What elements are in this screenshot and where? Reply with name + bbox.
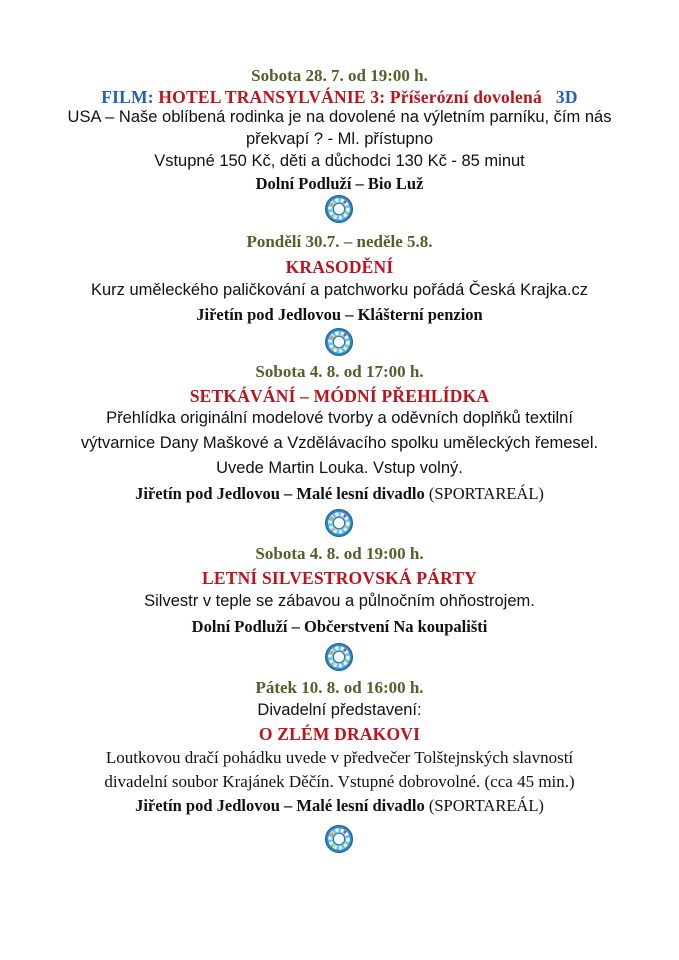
swim-ring-icon [324,824,354,854]
event-title: SETKÁVÁNÍ – MÓDNÍ PŘEHLÍDKA [189,386,490,406]
film-title: HOTEL TRANSYLVÁNIE 3: Příšerózní dovolená [158,87,542,107]
event-description-line: Loutkovou dračí pohádku uvede v předvečer Tolštejnských slavností [105,748,574,767]
event-date: Sobota 28. 7. od 19:00 h. [251,66,428,85]
event-date: Pátek 10. 8. od 16:00 h. [255,678,424,697]
event-place-name: Jiřetín pod Jedlovou – Malé lesní divadlo [135,796,425,815]
event-title: KRASODĚNÍ [285,257,394,277]
swim-ring-icon [324,327,354,357]
event-place-name: Jiřetín pod Jedlovou – Malé lesní divadlo [135,484,425,503]
event-place: Dolní Podluží – Bio Luž [255,174,424,193]
swim-ring-icon [324,508,354,538]
event-description-line: Kurz uměleckého paličkování a patchworku pořádá Česká Krajka.cz [90,281,589,299]
event-description-line: výtvarnice Dany Maškové a Vzdělávacího spolku uměleckých řemesel. [80,434,599,452]
event-description-line: Uvede Martin Louka. Vstup volný. [216,459,463,477]
event-date: Sobota 4. 8. od 19:00 h. [255,544,424,563]
event-date: Pondělí 30.7. – neděle 5.8. [246,232,433,251]
event-date: Sobota 4. 8. od 17:00 h. [255,362,424,381]
film-format: 3D [555,87,578,107]
event-place [0,796,679,816]
event-place [0,484,679,504]
event-description-line: USA – Naše oblíbená rodinka je na dovolené na výletním parníku, čím nás [67,108,612,126]
swim-ring-icon [324,194,354,224]
event-place: Jiřetín pod Jedlovou – Klášterní penzion [196,305,483,324]
swim-ring-icon [324,642,354,672]
event-description-line: divadelní soubor Krajánek Děčín. Vstupné dobrovolné. (cca 45 min.) [104,772,575,791]
event-pre-title: Divadelní představení: [257,701,422,719]
event-title [0,87,679,108]
event-description-line: Vstupné 150 Kč, děti a důchodci 130 Kč - 85 minut [154,152,525,170]
event-place-extra: (SPORTAREÁL) [424,796,544,815]
event-title: O ZLÉM DRAKOVI [258,724,421,744]
event-description-line: překvapí ? - Ml. přístupno [245,130,434,148]
event-title: LETNÍ SILVESTROVSKÁ PÁRTY [201,568,478,588]
event-description-line: Přehlídka originální modelové tvorby a oděvních doplňků textilní [106,409,573,427]
film-label: FILM: [101,87,159,107]
event-description-line: Silvestr v teple se zábavou a půlnočním ohňostrojem. [144,592,535,610]
event-place: Dolní Podluží – Občerstvení Na koupališti [191,617,488,636]
event-place-extra: (SPORTAREÁL) [424,484,544,503]
